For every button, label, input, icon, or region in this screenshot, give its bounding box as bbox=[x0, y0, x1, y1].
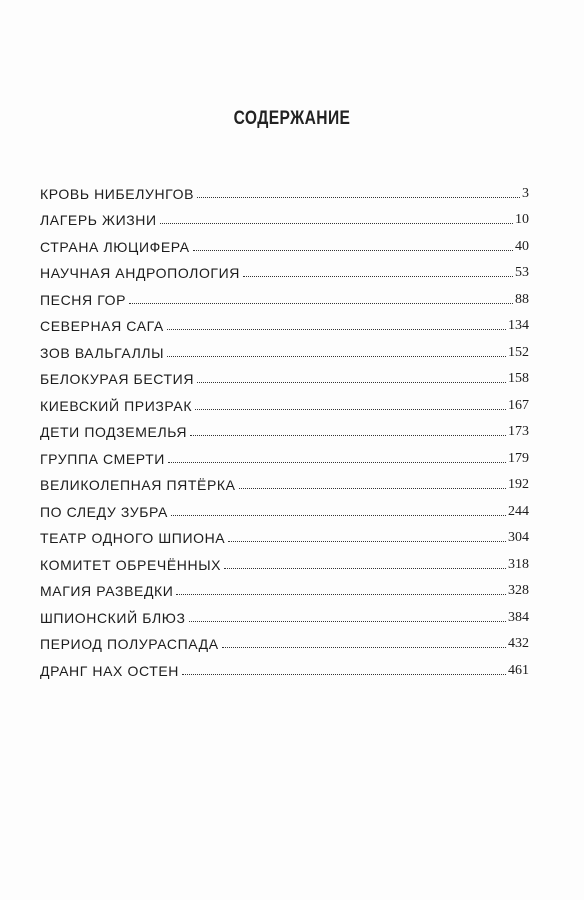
toc-entry-title: КРОВЬ НИБЕЛУНГОВ bbox=[40, 185, 195, 202]
table-of-contents bbox=[40, 176, 529, 680]
toc-row bbox=[40, 547, 529, 574]
toc-row bbox=[40, 494, 529, 521]
toc-page-number: 432 bbox=[508, 636, 529, 651]
toc-row bbox=[40, 362, 529, 389]
toc-row bbox=[40, 335, 529, 362]
toc-row bbox=[40, 388, 529, 415]
toc-page-number: 152 bbox=[508, 344, 529, 360]
toc-row bbox=[40, 600, 529, 627]
dot-leader bbox=[168, 462, 506, 463]
dot-leader bbox=[167, 356, 506, 357]
toc-row bbox=[40, 176, 529, 203]
toc-page-number: 192 bbox=[508, 477, 529, 492]
toc-entry-title: КИЕВСКИЙ ПРИЗРАК bbox=[40, 397, 193, 414]
toc-entry-title: ЗОВ ВАЛЬГАЛЛЫ bbox=[40, 344, 165, 361]
toc-page-number: 3 bbox=[522, 185, 529, 201]
toc-row bbox=[40, 653, 529, 680]
dot-leader bbox=[197, 382, 506, 383]
toc-page-number: 40 bbox=[515, 238, 529, 254]
dot-leader bbox=[195, 409, 506, 410]
toc-row bbox=[40, 282, 529, 309]
toc-row bbox=[40, 256, 529, 283]
toc-page-number: 88 bbox=[515, 291, 529, 307]
toc-page-number: 244 bbox=[508, 503, 529, 519]
toc-page-number: 328 bbox=[508, 583, 529, 598]
toc-page-number: 53 bbox=[515, 265, 529, 280]
toc-row bbox=[40, 415, 529, 442]
dot-leader bbox=[222, 647, 506, 648]
toc-row bbox=[40, 574, 529, 601]
dot-leader bbox=[243, 276, 513, 277]
toc-page-number: 167 bbox=[508, 397, 529, 413]
dot-leader bbox=[171, 515, 506, 516]
toc-entry-title: ДРАНГ НАХ ОСТЕН bbox=[40, 662, 180, 679]
toc-row bbox=[40, 627, 529, 654]
toc-page-number: 173 bbox=[508, 424, 529, 439]
dot-leader bbox=[228, 541, 506, 542]
toc-entry-title: ШПИОНСКИЙ БЛЮЗ bbox=[40, 609, 186, 626]
toc-page-number: 158 bbox=[508, 371, 529, 386]
toc-page-number: 318 bbox=[508, 556, 529, 572]
toc-page-number: 134 bbox=[508, 318, 529, 333]
toc-entry-title: ДЕТИ ПОДЗЕМЕЛЬЯ bbox=[40, 424, 188, 440]
dot-leader bbox=[190, 435, 506, 436]
toc-page-number: 179 bbox=[508, 450, 529, 466]
dot-leader bbox=[160, 223, 513, 224]
toc-page-number: 461 bbox=[508, 662, 529, 678]
dot-leader bbox=[167, 329, 506, 330]
toc-entry-title: СЕВЕРНАЯ САГА bbox=[40, 318, 164, 334]
toc-entry-title: ПЕСНЯ ГОР bbox=[40, 291, 127, 308]
dot-leader bbox=[193, 250, 513, 251]
toc-page-number: 384 bbox=[508, 609, 529, 625]
toc-entry-title: ТЕАТР ОДНОГО ШПИОНА bbox=[40, 530, 226, 546]
toc-entry-title: МАГИЯ РАЗВЕДКИ bbox=[40, 583, 174, 599]
toc-entry-title: ПЕРИОД ПОЛУРАСПАДА bbox=[40, 636, 219, 652]
toc-entry-title: КОМИТЕТ ОБРЕЧЁННЫХ bbox=[40, 556, 222, 573]
dot-leader bbox=[129, 303, 513, 304]
dot-leader bbox=[176, 594, 506, 595]
toc-entry-title: ЛАГЕРЬ ЖИЗНИ bbox=[40, 212, 157, 228]
toc-row bbox=[40, 203, 529, 230]
toc-row bbox=[40, 309, 529, 336]
toc-page-number: 304 bbox=[508, 530, 529, 545]
dot-leader bbox=[224, 568, 506, 569]
toc-page-number: 10 bbox=[515, 212, 529, 227]
toc-entry-title: БЕЛОКУРАЯ БЕСТИЯ bbox=[40, 371, 195, 387]
toc-entry-title: ВЕЛИКОЛЕПНАЯ ПЯТЁРКА bbox=[40, 477, 236, 493]
toc-row bbox=[40, 468, 529, 495]
page-title: СОДЕРЖАНИЕ bbox=[233, 108, 351, 129]
toc-row bbox=[40, 441, 529, 468]
toc-row bbox=[40, 229, 529, 256]
dot-leader bbox=[197, 197, 520, 198]
dot-leader bbox=[182, 674, 506, 675]
dot-leader bbox=[189, 621, 506, 622]
toc-entry-title: НАУЧНАЯ АНДРОПОЛОГИЯ bbox=[40, 265, 240, 281]
dot-leader bbox=[239, 488, 506, 489]
toc-entry-title: СТРАНА ЛЮЦИФЕРА bbox=[40, 238, 190, 255]
toc-row bbox=[40, 521, 529, 548]
toc-entry-title: ПО СЛЕДУ ЗУБРА bbox=[40, 503, 168, 520]
toc-entry-title: ГРУППА СМЕРТИ bbox=[40, 450, 165, 467]
